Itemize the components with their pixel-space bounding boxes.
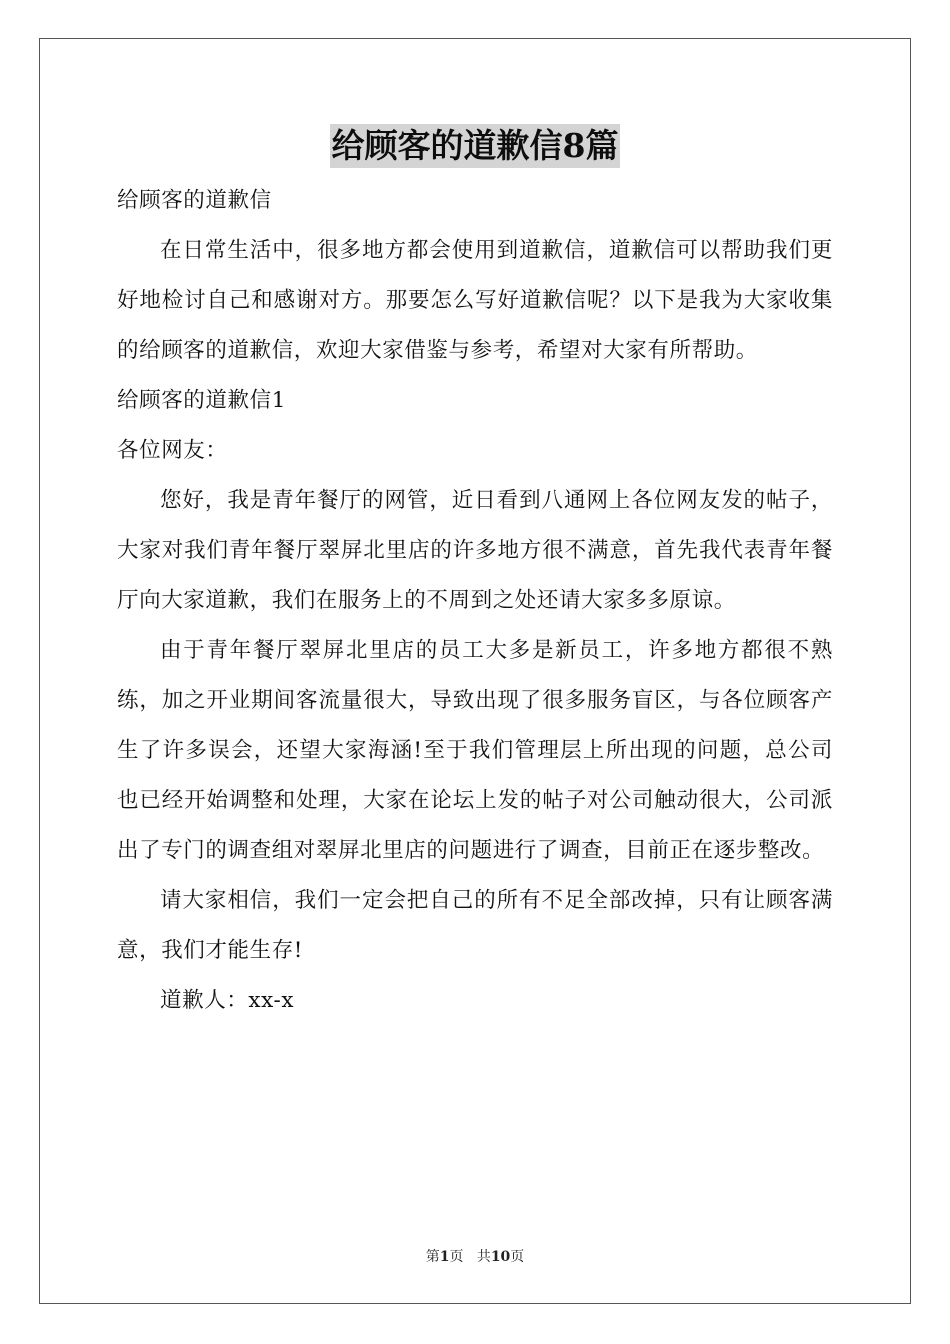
body-paragraph-2: 由于青年餐厅翠屏北里店的员工大多是新员工，许多地方都很不熟练，加之开业期间客流量很大，导致出现了很多服务盲区，与各位顾客产生了许多误会，还望大家海涵!至于我们管理层上所出现的问题，总公司也已经开始调整和处理，大家在论坛上发的帖子对公司触动很大，公司派出了专门的调查组对翠屏北里店的问题进行了调查，目前正在逐步整改。 [117, 638, 833, 863]
page-suffix: 页 [449, 1249, 464, 1265]
page-number: 1 [439, 1249, 450, 1265]
document-body [117, 176, 833, 1026]
intro-paragraph: 在日常生活中，很多地方都会使用到道歉信，道歉信可以帮助我们更好地检讨自己和感谢对方。那要怎么写好道歉信呢？以下是我为大家收集的给顾客的道歉信，欢迎大家借鉴与参考，希望对大家有所帮助。 [117, 238, 833, 363]
intro-heading: 给顾客的道歉信 [117, 188, 272, 213]
salutation: 各位网友： [117, 438, 228, 463]
document-title: 给顾客的道歉信8篇 [330, 124, 621, 168]
signature: 道歉人：xx-x [160, 988, 295, 1013]
total-pages: 10 [490, 1249, 511, 1265]
page-prefix: 第 [425, 1249, 440, 1265]
body-paragraph-1: 您好，我是青年餐厅的网管，近日看到八通网上各位网友发的帖子，大家对我们青年餐厅翠屏北里店的许多地方很不满意，首先我代表青年餐厅向大家道歉，我们在服务上的不周到之处还请大家多多原谅。 [117, 488, 833, 613]
total-prefix: 共 [476, 1249, 491, 1265]
total-suffix: 页 [510, 1249, 525, 1265]
title-container [0, 124, 950, 168]
page-footer [0, 1248, 950, 1266]
section-heading: 给顾客的道歉信1 [117, 388, 286, 413]
body-paragraph-3: 请大家相信，我们一定会把自己的所有不足全部改掉，只有让顾客满意，我们才能生存! [117, 888, 833, 963]
